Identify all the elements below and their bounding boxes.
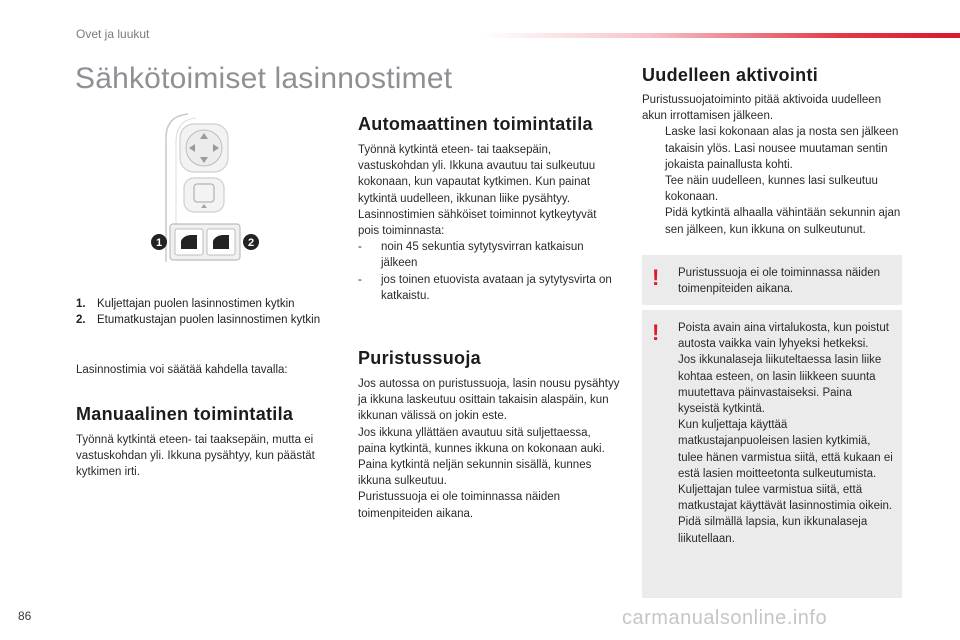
bullet-icon <box>642 173 665 205</box>
section-label: Ovet ja luukut <box>76 27 150 41</box>
bullet-icon <box>642 205 665 237</box>
warning-box <box>642 310 902 598</box>
lock-button-icon <box>184 178 224 212</box>
list-item: Pidä kytkintä alhaalla vähintään sekunnin ajan sen jälkeen, kun ikkuna on sulkeutunut. <box>642 205 904 237</box>
window-switch-illustration <box>150 112 260 282</box>
watermark: carmanualsonline.info <box>622 607 828 629</box>
window-switch-panel-icon <box>150 112 260 282</box>
illustration-legend <box>76 296 326 328</box>
warning-text: Puristussuoja ei ole toiminnassa näiden toimenpiteiden aikana. <box>678 267 881 296</box>
legend-item: 2. Etumatkustajan puolen lasinnostimen kytkin <box>76 314 321 327</box>
page-title: Sähkötoimiset lasinnostimet <box>75 62 453 95</box>
intro-text: Lasinnostimia voi säätää kahdella tavalla: <box>76 364 288 376</box>
warning-box <box>642 255 902 305</box>
exclamation-icon: ! <box>652 320 660 345</box>
auto-text: Työnnä kytkintä eteen- tai taaksepäin, vastuskohdan yli. Ikkuna avautuu tai sulkeutuu kokonaan, kun vapautat kytkimen. Kun painat kytkintä uudelleen, ikkunan liike pysähtyy. Lasinnostimien sähköiset toiminnot kytkeytyvät pois toiminnasta: - noin 45 sekuntia sytytysvirran katkaisun jälkeen - jos toinen etuovista avataan ja sytytysvirta on katkaistu. <box>358 142 620 304</box>
list-item: - jos toinen etuovista avataan ja sytytysvirta on katkaistu. <box>358 273 612 302</box>
list-item: Laske lasi kokonaan alas ja nosta sen jälkeen takaisin ylös. Lasi nousee muutaman sentin jokaista painallusta kohti. <box>642 124 904 173</box>
page-number: 86 <box>18 609 32 623</box>
list-item: - noin 45 sekuntia sytytysvirran katkaisun jälkeen <box>358 241 584 270</box>
arrow-pad-icon <box>186 130 222 166</box>
reactivation-heading: Uudelleen aktivointi <box>642 65 819 85</box>
exclamation-icon: ! <box>652 265 660 290</box>
callout-1-label: 1 <box>155 237 163 249</box>
pinch-text: Jos autossa on puristussuoja, lasin nousu pysähtyy ja ikkuna laskeutuu osittain takaisin alaspäin, kun ikkunan välissä on jokin este. Jos ikkuna yllättäen avautuu sitä suljettaessa, paina kytkintä, kunnes ikkuna on kokonaan auki. Paina kytkintä neljän sekunnin sisällä, kunnes ikkuna sulkeutuu. Puristussuoja ei ole toiminnassa näiden toimenpiteiden aikana. <box>358 378 620 520</box>
bullet-icon <box>642 124 665 173</box>
warning-text: Poista avain aina virtalukosta, kun poistut autosta vaikka vain lyhyeksi hetkeksi. Jos ikkunalaseja liikuteltaessa lasin liike kohtaa esteen, on lasin liikkeen suunta muutettava päinvastaiseksi. Paina kyseistä kytkintä. Kun kuljettaja käyttää matkustajanpuoleisen lasien kytkimiä, tulee hänen varmistua siitä, että kukaan ei estä lasien moitteetonta sulkeutumista. Kuljettajan tulee varmistua siitä, että matkustajat käyttävät lasinnostimia oikein. Pidä silmällä lapsia, kun ikkunalaseja liikutellaan. <box>678 322 893 545</box>
legend-item: 1. Kuljettajan puolen lasinnostimen kytkin <box>76 298 295 310</box>
callout-2-label: 2 <box>247 237 255 249</box>
pinch-heading: Puristussuoja <box>358 348 481 368</box>
auto-heading: Automaattinen toimintatila <box>358 114 593 134</box>
reactivation-text: Puristussuojatoiminto pitää aktivoida uudelleen akun irrottamisen jälkeen. Laske lasi kokonaan alas ja nosta sen jälkeen takaisin ylös. Lasi nousee muutaman sentin jokaista painallusta kohti. Tee näin uudelleen, kunnes lasi sulkeutuu kokonaan. Pidä kytkintä alhaalla vähintään sekunnin ajan sen jälkeen, kun ikkuna on sulkeutunut. <box>642 92 904 238</box>
manual-heading: Manuaalinen toimintatila <box>76 404 294 424</box>
manual-text: Työnnä kytkintä eteen- tai taaksepäin, mutta ei vastuskohdan yli. Ikkuna pysähtyy, kun päästät kytkimen irti. <box>76 434 315 479</box>
list-item: Tee näin uudelleen, kunnes lasi sulkeutuu kokonaan. <box>642 173 904 205</box>
header-accent-bar <box>480 33 960 38</box>
